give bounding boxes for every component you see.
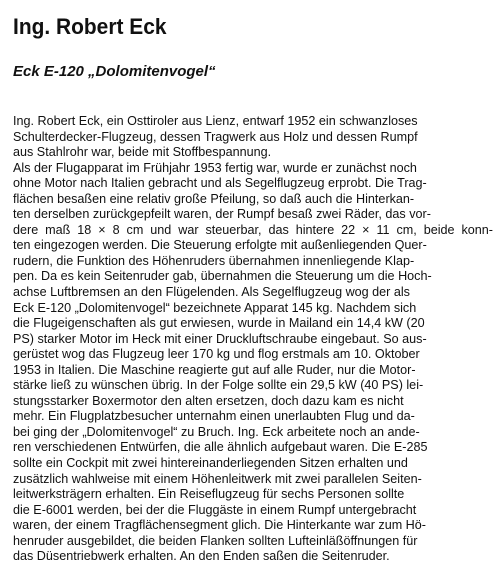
- page-title: Ing. Robert Eck: [13, 14, 167, 39]
- body-line: Schulterdecker-Flugzeug, dessen Tragwerk aus Holz und dessen Rumpf: [13, 129, 418, 144]
- body-line: zusätzlich wahlweise mit einem Höhenleitwerk mit zwei parallelen Seiten-: [13, 471, 422, 486]
- body-line: PS) starker Motor im Heck mit einer Druckluftschraube eingebaut. So aus-: [13, 331, 427, 346]
- body-line: bei ging der „Dolomitenvogel“ zu Bruch. Ing. Eck arbeitete noch an ande-: [13, 424, 420, 439]
- body-line: ohne Motor nach Italien gebracht und als Segelflugzeug erprobt. Die Trag-: [13, 176, 427, 191]
- body-line: leitwerksträgern erhalten. Ein Reiseflugzeug für sechs Personen sollte: [13, 487, 405, 502]
- body-line: die Flugeigenschaften als gut erwiesen, wurde in Mailand ein 14,4 kW (20: [13, 316, 425, 331]
- body-line: gerüstet wog das Flugzeug leer 170 kg und flog erstmals am 10. Oktober: [13, 347, 420, 362]
- body-line: stärke ließ zu wünschen übrig. In der Folge sollte ein 29,5 kW (40 PS) lei-: [13, 378, 424, 393]
- body-line: aus Stahlrohr war, beide mit Stoffbespannung.: [13, 145, 272, 160]
- body-line: henruder ausgebildet, die beiden Flanken sollten Lufteinläßöffnungen für: [13, 533, 418, 548]
- body-line: Ing. Robert Eck, ein Osttiroler aus Lienz, entwarf 1952 ein schwanzloses: [13, 114, 418, 128]
- body-line: die E-6001 werden, bei der die Fluggäste in einem Rumpf untergebracht: [13, 502, 417, 517]
- body-line: ren verschiedenen Entwürfen, die alle ähnlich aufgebaut waren. Die E-285: [13, 440, 428, 455]
- body-line: pen. Da es kein Seitenruder gab, übernahmen die Steuerung um die Hoch-: [13, 269, 432, 284]
- body-line: dere maß 18 × 8 cm und war steuerbar, das hintere 22 × 11 cm, beide konn-: [13, 222, 493, 237]
- body-line: das Düsentriebwerk erhalten. An den Enden saßen die Seitenruder.: [13, 549, 390, 564]
- body-line: flächen besaßen eine relativ große Pfeilung, so daß auch die Hinterkan-: [13, 191, 415, 206]
- body-line: sollte ein Cockpit mit zwei hintereinanderliegenden Sitzen erhalten und: [13, 456, 408, 471]
- body-line: Als der Flugapparat im Frühjahr 1953 fertig war, wurde er zunächst noch: [13, 160, 417, 175]
- body-line: mehr. Ein Flugplatzbesucher unternahm einen unerlaubten Flug und da-: [13, 409, 415, 424]
- body-line: ten eingezogen werden. Die Steuerung erfolgte mit außenliegenden Quer-: [13, 238, 427, 253]
- body-line: waren, der einem Tragflächensegment glich. Die Hinterkante war zum Hö-: [13, 518, 426, 533]
- body-line: achse Luftbremsen an den Flügelenden. Als Segelflugzeug wog der als: [13, 285, 410, 300]
- article-subtitle: Eck E-120 „Dolomitenvogel“: [13, 63, 216, 80]
- body-line: rudern, die Funktion des Höhenruders übernahmen innenliegende Klap-: [13, 253, 415, 268]
- article-body: [13, 114, 493, 565]
- body-line: ten derselben zurückgepfeilt waren, der Rumpf besaß zwei Räder, das vor-: [13, 207, 431, 222]
- body-line: stungsstarker Boxermotor den alten ersetzen, doch dazu kam es nicht: [13, 393, 404, 408]
- body-line: 1953 in Italien. Die Maschine reagierte gut auf alle Ruder, nur die Motor-: [13, 362, 416, 377]
- body-line: Eck E-120 „Dolomitenvogel“ bezeichnete Apparat 145 kg. Nachdem sich: [13, 300, 417, 315]
